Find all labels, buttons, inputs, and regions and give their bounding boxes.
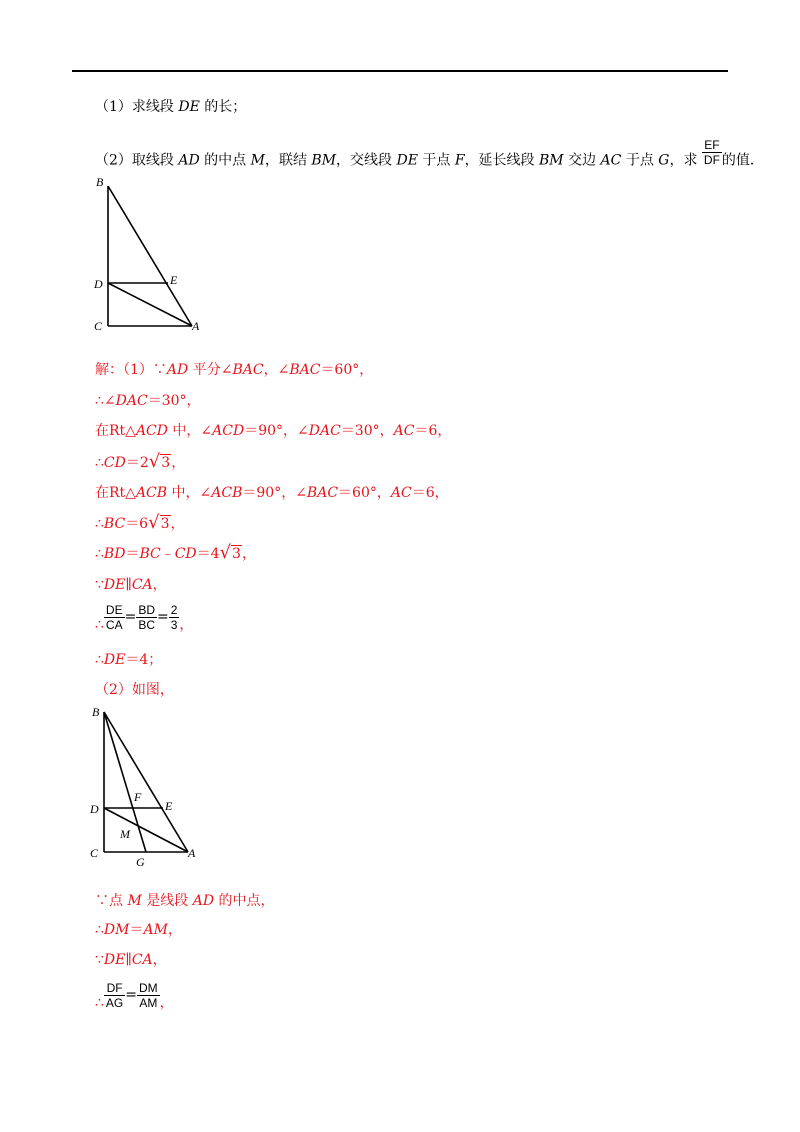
figure-2 bbox=[86, 702, 216, 872]
label-D: D bbox=[94, 277, 103, 291]
sqrt-symbol: √3 bbox=[148, 451, 171, 472]
solution-line-14: ∵DE∥CA， bbox=[95, 952, 167, 968]
solution-line-5: 在Rt△ACB 中，∠ACB＝90°，∠BAC＝60°，AC＝6， bbox=[95, 485, 449, 501]
label-E: E bbox=[170, 273, 178, 287]
solution-line-13: ∴DM＝AM， bbox=[95, 922, 182, 938]
solution-line-11: （2）如图， bbox=[95, 682, 174, 698]
question-2: （2）取线段 AD 的中点 M，联结 BM，交线段 DE 于点 F，延长线段 BM 交边 AC 于点 G，求 $\frac{EF}{DF}$ 的值． bbox=[95, 138, 764, 169]
solution-line-2: ∴∠DAC＝30°， bbox=[95, 393, 201, 409]
solution-line-3: 在Rt△ACD 中，∠ACD＝90°，∠DAC＝30°，AC＝6， bbox=[95, 423, 452, 439]
header-rule bbox=[72, 70, 728, 72]
solution-line-4: ∴CD＝2√3， bbox=[95, 451, 186, 472]
label-M: M bbox=[120, 827, 130, 841]
ratio-ef-df: $\frac{EF}{DF}$ bbox=[703, 138, 720, 167]
fraction-bd-bc: $\frac{BD}{BC}$ bbox=[138, 602, 155, 632]
label-B: B bbox=[92, 705, 100, 719]
label-D: D bbox=[90, 802, 99, 816]
fraction-df-ag: $\frac{DF}{AG}$ bbox=[105, 980, 124, 1010]
label-A: A bbox=[188, 846, 196, 860]
label-E: E bbox=[165, 799, 173, 813]
solution-line-10: ∴DE＝4； bbox=[95, 652, 163, 668]
sqrt-symbol: √3 bbox=[219, 542, 241, 563]
solution-line-15: ∴ $\frac{DF}{AG}$ = $\frac{DM}{AM}$ ， bbox=[95, 980, 174, 1011]
solution-line-7: ∴BD＝BC﹣CD＝4√3， bbox=[95, 542, 256, 563]
solution-line-6: ∴BC＝6√3， bbox=[95, 512, 185, 533]
label-B: B bbox=[96, 175, 104, 189]
label-F: F bbox=[134, 790, 142, 804]
solution-line-9: ∴ $\frac{DE}{CA}$ = $\frac{BD}{BC}$ = $\frac{2}{3}$ ， bbox=[95, 602, 194, 633]
solution-line-12: ∵点 M 是线段 AD 的中点， bbox=[95, 893, 275, 909]
label-C: C bbox=[94, 319, 103, 333]
fraction-dm-am: $\frac{DM}{AM}$ bbox=[139, 980, 158, 1010]
solution-line-1: 解：（1）∵AD 平分∠BAC，∠BAC＝60°， bbox=[95, 362, 374, 378]
fraction-2-3: $\frac{2}{3}$ bbox=[170, 602, 178, 632]
sqrt-symbol: √3 bbox=[148, 512, 170, 533]
label-A: A bbox=[192, 319, 200, 333]
figure-1 bbox=[88, 172, 218, 342]
question-1: （1）求线段 DE 的长； bbox=[95, 99, 247, 115]
solution-line-8: ∵DE∥CA， bbox=[95, 577, 167, 593]
label-C: C bbox=[90, 846, 99, 860]
label-G: G bbox=[136, 855, 145, 869]
fraction-de-ca: $\frac{DE}{CA}$ bbox=[105, 602, 123, 632]
